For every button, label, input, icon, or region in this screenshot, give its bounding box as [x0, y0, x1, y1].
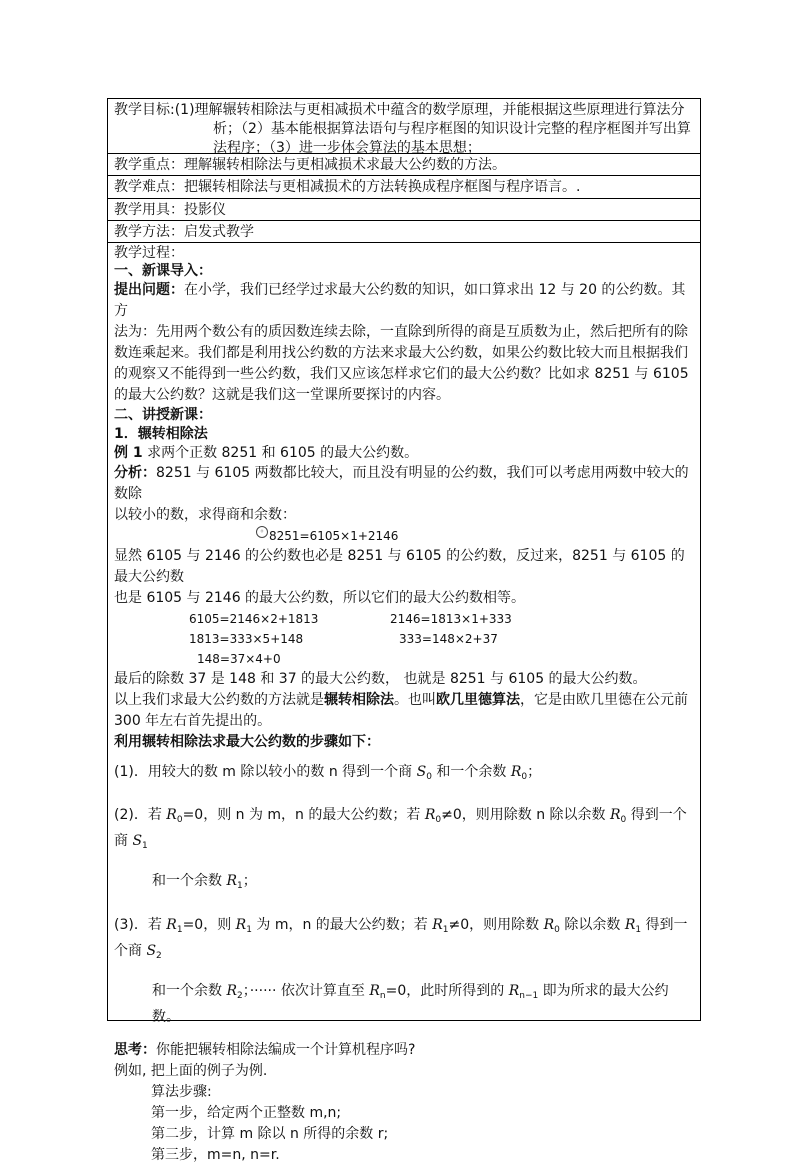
observation-2: 也是 6105 与 2146 的最大公约数，所以它们的最大公约数相等。: [114, 590, 526, 606]
equation-1: 6105=2146×2+1813: [189, 612, 319, 626]
step-2: (2)．若 $R_0=0$，则 n 为 m，n 的最大公约数；若 $R_0\ne 0$，则用除数 n 除以余数 $R_0$ 得到一个商 $S_1$: [114, 807, 687, 851]
algorithm-step-1: 第一步，给定两个正整数 m,n;: [151, 1105, 342, 1121]
euclid-algorithm-term: 欧几里德算法: [436, 692, 520, 708]
goal-label: 教学目标:: [114, 102, 175, 118]
lesson-plan-table: [107, 98, 701, 1163]
algorithm-step-3: 第三步，m=n, n=r.: [151, 1147, 280, 1163]
example-text: 求两个正数 8251 和 6105 的最大公约数。: [142, 445, 419, 461]
equation-4: 333=148×2+37: [399, 632, 498, 646]
section-new-lesson-intro: 一、新课导入：: [114, 263, 212, 279]
last-divisor-note: 最后的除数 37 是 148 和 37 的最大公约数， 也就是 8251 与 6105 的最大公约数。: [114, 671, 647, 687]
analysis-label: 分析：: [114, 465, 156, 481]
subsection-euclid: 1．辗转相除法: [114, 426, 208, 442]
process-heading: 教学过程：: [114, 245, 184, 261]
equation-5: 148=37×4+0: [197, 652, 281, 666]
euclid-term: 辗转相除法: [324, 692, 394, 708]
section-new-lesson: 二、讲授新课：: [114, 407, 212, 423]
euclid-note-a: 以上我们求最大公约数的方法就是: [114, 692, 324, 708]
algorithm-steps-title: 算法步骤:: [151, 1084, 212, 1100]
equation-3: 1813=333×5+148: [189, 632, 304, 646]
euclid-note-2: 300 年左右首先提出的。: [114, 713, 272, 729]
row-teaching-method: 教学方法：启发式教学: [108, 221, 700, 243]
step-3: (3)．若 $R_1=0$，则 $R_1$ 为 m，n 的最大公约数；若 $R_1\ne 0$，则用除数 $R_0$ 除以余数 $R_1$ 得到一个商 $S_2$: [114, 917, 688, 961]
equation-2: 2146=1813×1+333: [390, 612, 512, 626]
question-label: 提出问题：: [114, 282, 184, 298]
euclid-note-c: 。也叫: [394, 692, 436, 708]
euclid-note-e: ，它是由欧几里德在公元前: [520, 692, 688, 708]
step-1: (1)．用较大的数 m 除以较小的数 n 得到一个商 $S_0$ 和一个余数 $R_0$；: [114, 764, 542, 782]
analysis-text-2: 以较小的数，求得商和余数：: [114, 507, 296, 523]
question-text-5: 的最大公约数？这就是我们这一堂课所要探讨的内容。: [114, 387, 450, 403]
step-2-cont: 和一个余数 $R_1$；: [152, 873, 257, 891]
goal-text-1: (1)理解辗转相除法与更相减损术中蕴含的数学原理，并能根据这些原理进行算法分: [174, 102, 685, 118]
row-teaching-tools: 教学用具：投影仪: [108, 199, 700, 221]
goal-text-3: 法程序；（3）进一步体会算法的基本思想；: [213, 140, 481, 156]
row-teaching-goal: [108, 99, 700, 154]
think-text: 你能把辗转相除法编成一个计算机程序吗?: [156, 1042, 416, 1058]
question-text-4: 的观察又不能得到一些公约数，我们又应该怎样求它们的最大公约数？比如求 8251 与 6105: [114, 366, 689, 382]
row-teaching-process: [108, 243, 700, 1166]
example-intro: 例如, 把上面的例子为例.: [114, 1063, 268, 1079]
therefore-icon: ◦: [256, 526, 268, 538]
observation-1: 显然 6105 与 2146 的公约数也必是 8251 与 6105 的公约数，反过来，8251 与 6105 的最大公约数: [114, 548, 685, 585]
think-label: 思考：: [114, 1042, 156, 1058]
question-text-2: 法为：先用两个数公有的质因数连续去除，一直除到所得的商是互质数为止，然后把所有的除: [114, 324, 688, 340]
question-text-1: 在小学，我们已经学过求最大公约数的知识，如口算求出 12 与 20 的公约数。其方: [114, 282, 686, 319]
step-3-cont: 和一个余数 $R_2$；······ 依次计算直至 $R_n=0$，此时所得到的 $R_{n-1}$ 即为所求的最大公约数。: [152, 983, 669, 1025]
goal-text-2: 析；（2）基本能根据算法语句与程序框图的知识设计完整的程序框图并写出算: [213, 121, 691, 137]
equation-0: 8251=6105×1+2146: [269, 529, 399, 543]
question-text-3: 数连乘起来。我们都是利用找公约数的方法来求最大公约数，如果公约数比较大而且根据我们: [114, 345, 688, 361]
algorithm-step-2: 第二步，计算 m 除以 n 所得的余数 r;: [151, 1126, 389, 1142]
steps-title: 利用辗转相除法求最大公约数的步骤如下：: [114, 734, 380, 750]
row-difficulties: 教学难点：把辗转相除法与更相减损术的方法转换成程序框图与程序语言。.: [108, 176, 700, 199]
example-label: 例 1: [114, 445, 143, 461]
row-key-points: 教学重点：理解辗转相除法与更相减损术求最大公约数的方法。: [108, 154, 700, 176]
analysis-text-1: 8251 与 6105 两数都比较大，而且没有明显的公约数，我们可以考虑用两数中较大的数除: [114, 465, 689, 502]
